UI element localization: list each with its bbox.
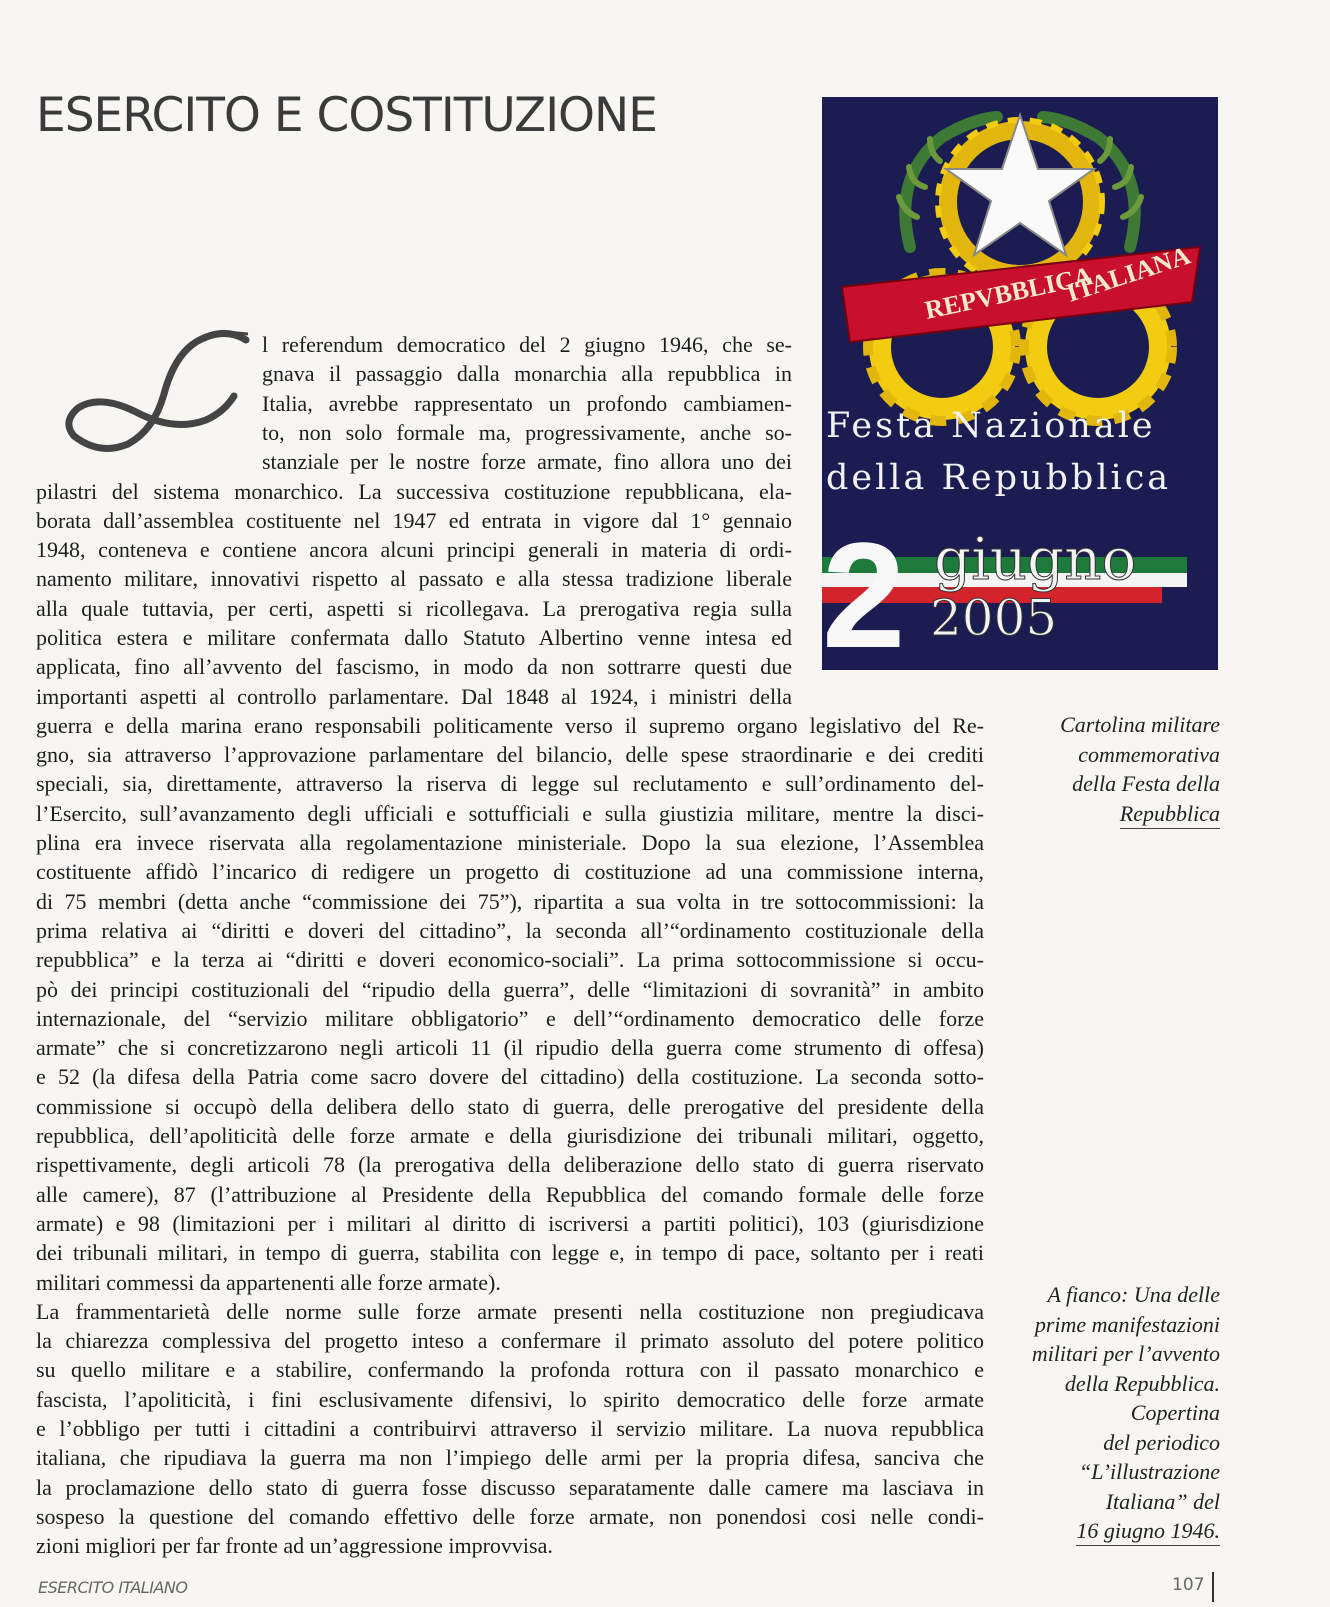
text-line: fascista, l’apoliticità, i fini esclusivamente difensivi, lo spirito democratico delle forze armate bbox=[36, 1386, 984, 1412]
text-line: pilastri del sistema monarchico. La successiva costituzione repubblicana, ela- bbox=[36, 478, 792, 504]
text-line: borata dall’assemblea costituente nel 1947 ed entrata in vigore dal 1° gennaio bbox=[36, 507, 792, 533]
poster-banner-left: REPVBBLICA bbox=[922, 261, 1096, 325]
text-line: l’Esercito, sull’avanzamento degli ufficiali e sottufficiali e sulla giustizia militare, mentre la disci- bbox=[36, 800, 984, 826]
text-line: guerra e della marina erano responsabili politicamente verso il supremo organo legislativo del Re- bbox=[36, 712, 984, 738]
text-line: speciali, sia, direttamente, attraverso la riserva di legge sul reclutamento e sull’ordinamento del- bbox=[36, 771, 984, 797]
page-number: 107 bbox=[1172, 1575, 1205, 1595]
text-line: commissione si occupò della delibera dello stato di guerra, delle prerogative del presidente della bbox=[36, 1093, 984, 1119]
poster-line2: della Repubblica bbox=[826, 458, 1172, 498]
body-text-wide bbox=[36, 711, 984, 1561]
text-line: rispettivamente, degli articoli 78 (la prerogativa della deliberazione dello stato di guerra riservato bbox=[36, 1152, 984, 1178]
body-text-narrow bbox=[36, 477, 792, 711]
text-line: l referendum democratico del 2 giugno 1946, che se- bbox=[262, 332, 792, 357]
text-line: applicata, fino all’avvento del fascismo, in modo da non sottrarre questi due bbox=[36, 654, 792, 680]
text-line: 1948, conteneva e contiene ancora alcuni principi generali in materia di ordi- bbox=[36, 537, 792, 563]
text-line: prima relativa ai “diritti e doveri del cittadino”, la seconda all’“ordinamento costituzionale della bbox=[36, 917, 984, 943]
text-line: alla quale tuttavia, per certi, aspetti si ricollegava. La prerogativa regia sulla bbox=[36, 595, 792, 621]
text-line: italiana, che ripudiava la guerra ma non l’impiego delle armi per la propria difesa, sanciva che bbox=[36, 1445, 984, 1471]
drop-cap-letter: I bbox=[206, 364, 207, 365]
footer-publication: ESERCITO ITALIANO bbox=[38, 1578, 188, 1597]
drop-cap bbox=[56, 304, 266, 494]
text-line: namento militare, innovativi rispetto al passato e alla stessa tradizione liberale bbox=[36, 566, 792, 592]
text-line: la proclamazione dello stato di guerra fosse discusso separatamente dalle camere ma lasciava in bbox=[36, 1474, 984, 1500]
text-line: plina era invece riservata alla regolamentazione ministeriale. Dopo la sua elezione, l’Assemblea bbox=[36, 830, 984, 856]
poster-line1: Festa Nazionale bbox=[826, 406, 1156, 446]
caption-line: “L’illustrazione bbox=[1079, 1459, 1220, 1484]
text-line: to, non solo formale ma, progressivamente, anche so- bbox=[262, 419, 792, 445]
text-line: militari commessi da appartenenti alle forze armate). bbox=[36, 1269, 501, 1295]
caption-line: prime manifestazioni bbox=[1034, 1311, 1220, 1337]
text-line: importanti aspetti al controllo parlamentare. Dal 1848 al 1924, i ministri della bbox=[36, 683, 792, 709]
text-line: armate) e 98 (limitazioni per i militari al diritto di iscriversi a partiti politici), 103 (giurisdizione bbox=[36, 1210, 984, 1236]
intro-text bbox=[262, 330, 792, 476]
text-line: gno, sia attraverso l’approvazione parlamentare del bilancio, delle spese straordinarie e dei crediti bbox=[36, 742, 984, 768]
text-line: La frammentarietà delle norme sulle forze armate presenti nella costituzione non pregiudicava bbox=[36, 1298, 984, 1324]
poster-day: 2 bbox=[822, 511, 906, 670]
text-line: politica estera e militare confermata dallo Statuto Albertino venne intesa ed bbox=[36, 624, 792, 650]
page-title: ESERCITO E COSTITUZIONE bbox=[36, 88, 657, 143]
text-line: internazionale, del “servizio militare obbligatorio” e dell’“ordinamento democratico delle forze bbox=[36, 1005, 984, 1031]
poster-month: giugno bbox=[934, 525, 1137, 593]
caption-poster bbox=[1000, 710, 1220, 828]
poster-banner-right: ITALIANA bbox=[1062, 240, 1194, 308]
caption-line: del periodico bbox=[1103, 1429, 1220, 1455]
text-line: repubblica, dell’apoliticità delle forze armate e della giurisdizione dei tribunali militari, oggetto, bbox=[36, 1123, 984, 1149]
text-line: alle camere), 87 (l’attribuzione al Presidente della Repubblica del comando formale delle forze bbox=[36, 1181, 984, 1207]
caption-line: 16 giugno 1946. bbox=[1076, 1518, 1220, 1546]
text-line: Italia, avrebbe rappresentato un profondo cambiamen- bbox=[262, 390, 792, 416]
caption-line: A fianco: Una delle bbox=[1047, 1282, 1220, 1307]
caption-line: della Repubblica. bbox=[1064, 1370, 1220, 1396]
caption-copertina bbox=[990, 1280, 1220, 1546]
festa-repubblica-poster bbox=[822, 97, 1218, 670]
text-line: stanziale per le nostre forze armate, fino allora uno dei bbox=[262, 449, 792, 475]
text-line: e l’obbligo per tutti i cittadini a contribuirvi attraverso il servizio militare. La nuova repubblica bbox=[36, 1416, 984, 1442]
caption-line: militari per l’avvento bbox=[1031, 1341, 1220, 1366]
text-line: sospeso la questione del comando effettivo delle forze armate, non ponendosi cosi nelle condi- bbox=[36, 1503, 984, 1529]
poster-year: 2005 bbox=[930, 589, 1058, 647]
caption-line: Repubblica bbox=[1120, 801, 1220, 829]
text-line: di 75 membri (detta anche “commissione dei 75”), ripartita a sua volta in tre sottocommissioni: la bbox=[36, 888, 984, 914]
caption-line: Italiana” del bbox=[1105, 1488, 1220, 1514]
text-line: dei tribunali militari, in tempo di guerra, stabilita con legge e, in tempo di pace, soltanto per i reati bbox=[36, 1240, 984, 1266]
text-line: repubblica” e la terza ai “diritti e doveri economico-sociali”. La prima sottocommissione si occu- bbox=[36, 947, 984, 973]
text-line: pò dei principi costituzionali del “ripudio della guerra”, delle “limitazioni di sovranità” in ambito bbox=[36, 976, 984, 1002]
text-line: gnava il passaggio dalla monarchia alla repubblica in bbox=[262, 361, 792, 387]
caption-line: Copertina bbox=[1130, 1400, 1220, 1425]
page-number-divider bbox=[1212, 1572, 1214, 1602]
text-line: e 52 (la difesa della Patria come sacro dovere del cittadino) della costituzione. La seconda sotto- bbox=[36, 1064, 984, 1090]
caption-line: commemorativa bbox=[1078, 741, 1220, 767]
text-line: la chiarezza complessiva del progetto inteso a confermare il primato assoluto del potere politico bbox=[36, 1328, 984, 1354]
text-line: su quello militare e a stabilire, confermando la profonda rottura con il passato monarchico e bbox=[36, 1357, 984, 1383]
caption-line: Cartolina militare bbox=[1060, 712, 1220, 737]
caption-line: della Festa della bbox=[1072, 771, 1220, 796]
text-line: armate” che si concretizzarono negli articoli 11 (il ripudio della guerra come strumento di offesa) bbox=[36, 1035, 984, 1061]
text-line: zioni migliori per far fronte ad un’aggressione improvvisa. bbox=[36, 1533, 553, 1559]
text-line: costituente affidò l’incarico di redigere un progetto di costituzione ad una commissione interna, bbox=[36, 859, 984, 885]
